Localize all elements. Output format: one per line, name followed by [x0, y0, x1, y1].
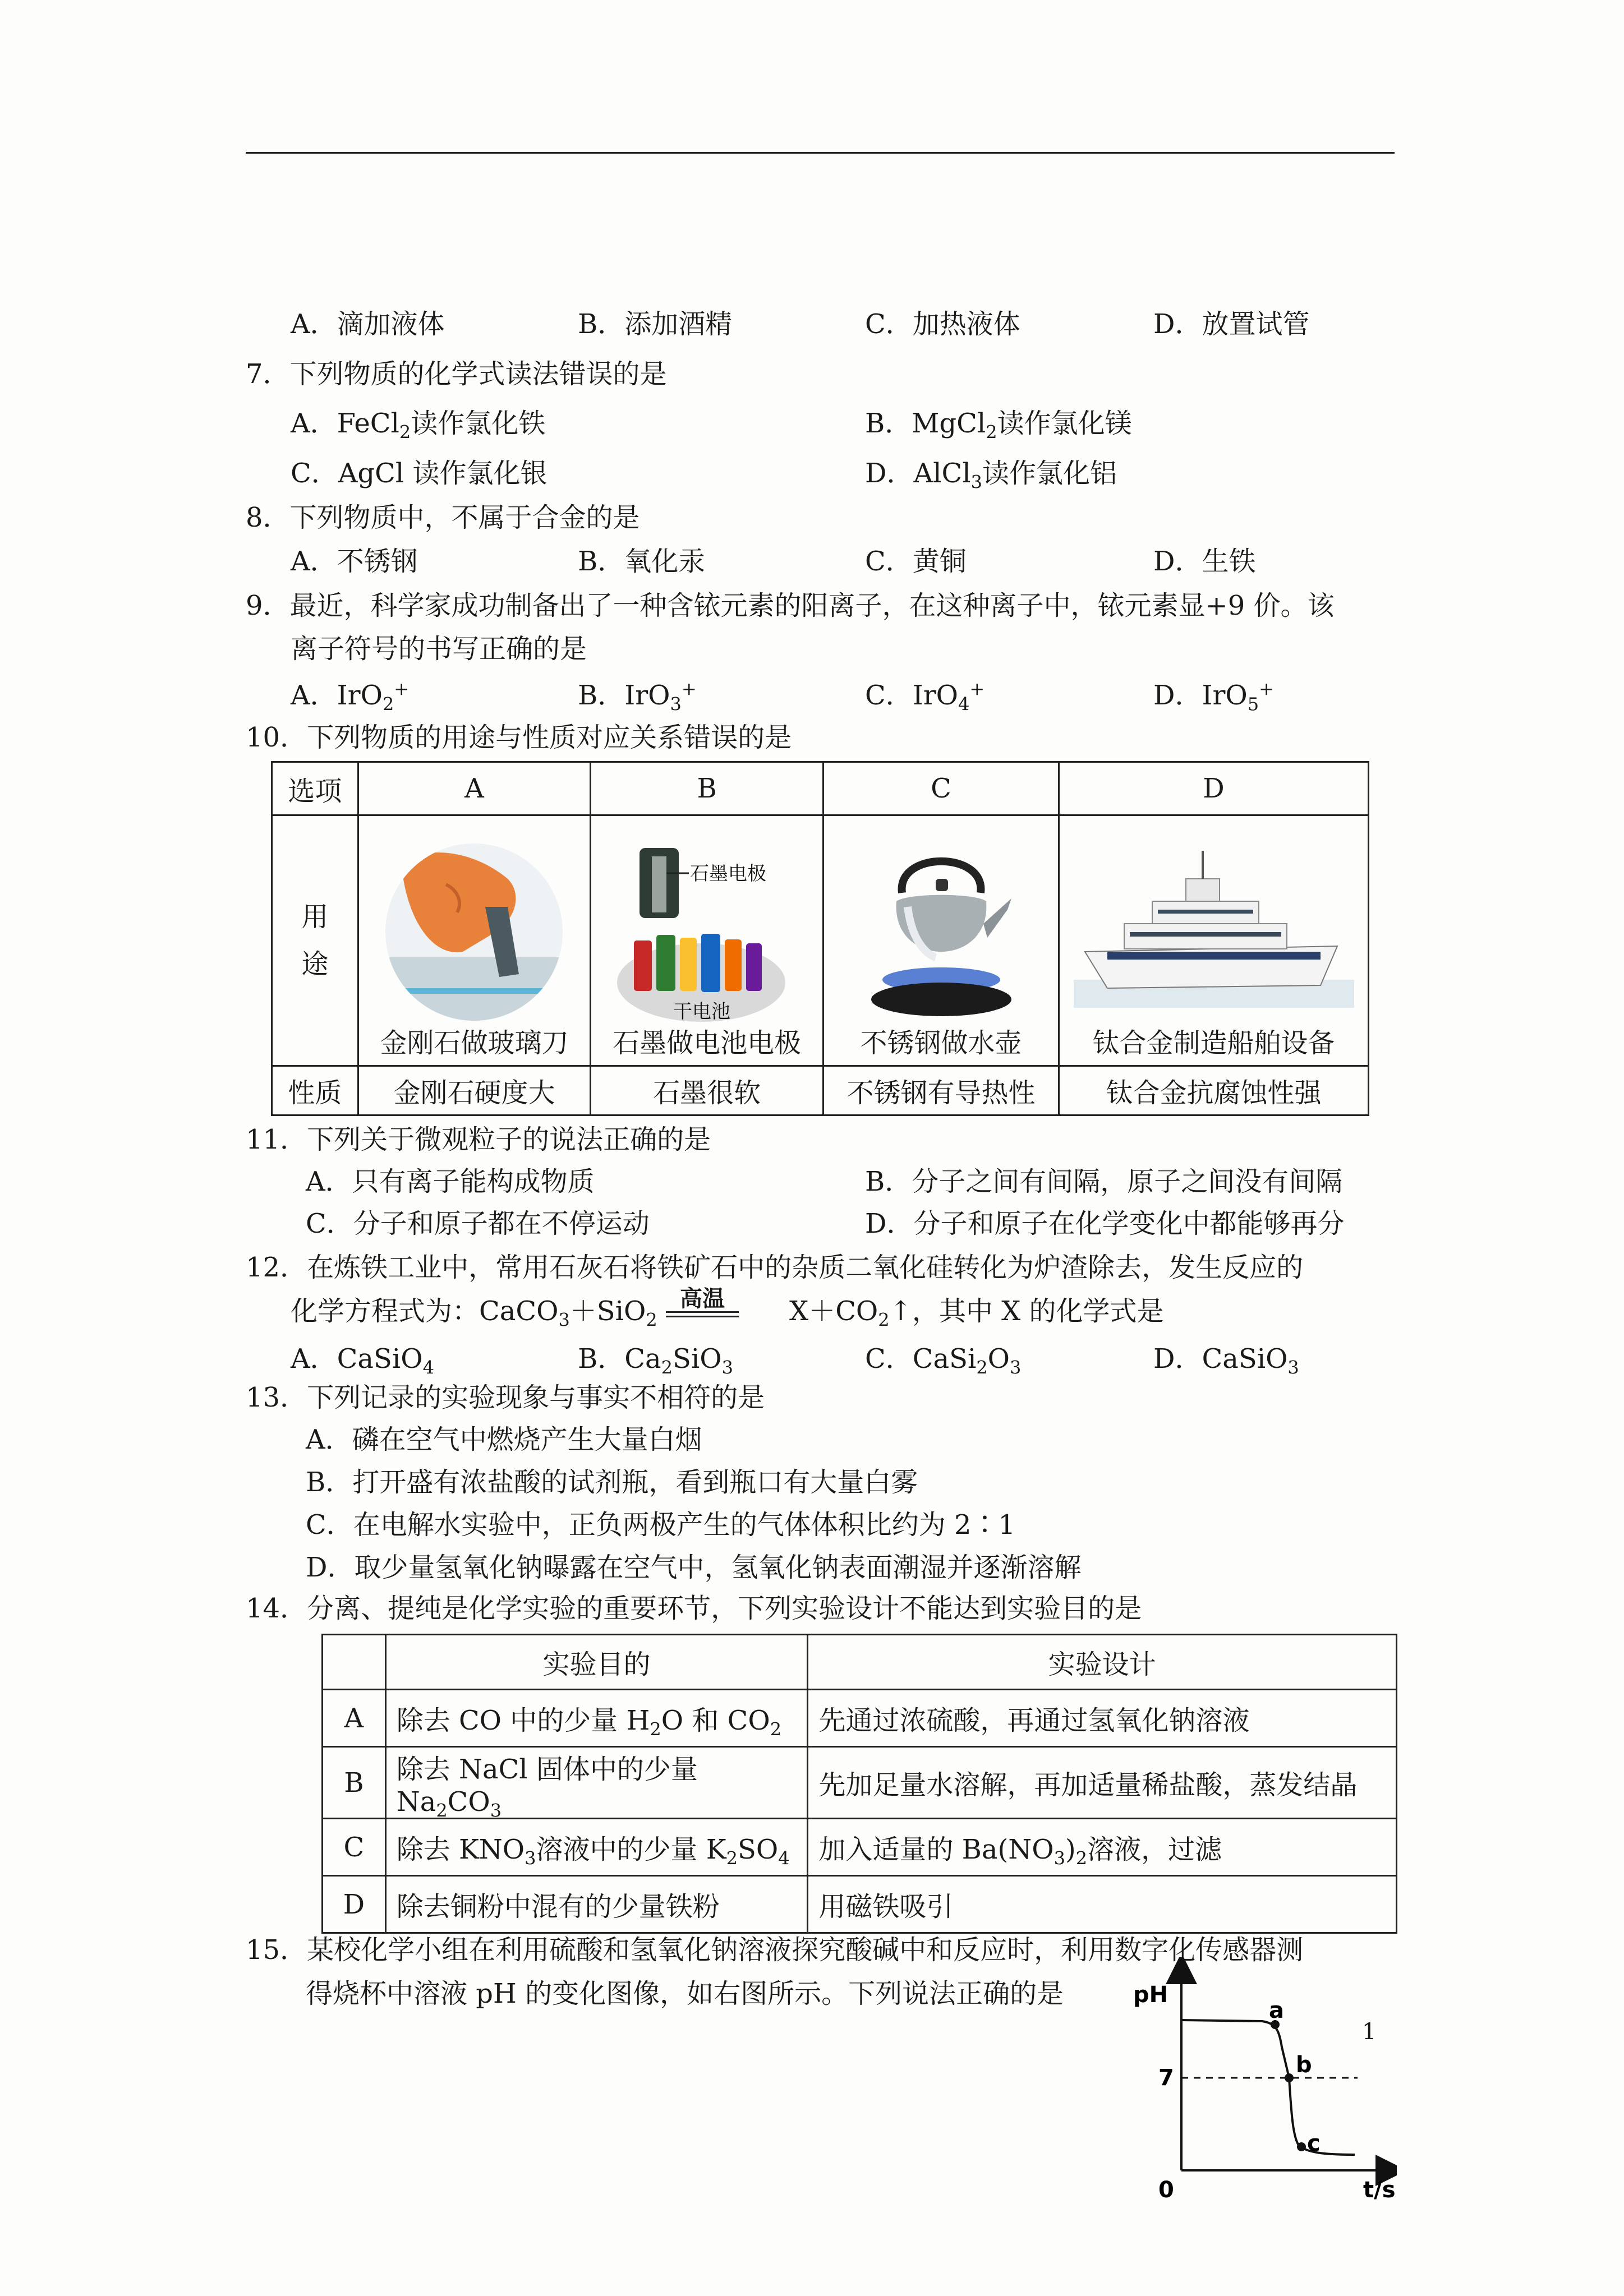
q13-option-c: C．在电解水实验中，正负两极产生的气体体积比约为 2∶1 — [306, 1509, 1016, 1541]
battery-picture — [606, 840, 808, 1025]
q10-use-d: 钛合金制造船舶设备 — [1092, 1027, 1335, 1059]
point-c — [1297, 2142, 1306, 2151]
dry-battery-label: 干电池 — [673, 1001, 731, 1023]
ph-chart — [1128, 1957, 1397, 2204]
q13-option-a: A．磷在空气中燃烧产生大量白烟 — [306, 1424, 702, 1455]
q15-stem-line2: 得烧杯中溶液 pH 的变化图像，如右图所示。下列说法正确的是 — [306, 1978, 1064, 2009]
q14-row-a-goal: 除去 CO 中的少量 $H_2O$ 和 $CO_2$ — [385, 1690, 808, 1747]
q12-option-d: D．CaSiO$_3$ — [1153, 1343, 1299, 1378]
q12-option-b: B．$Ca_2SiO_3$ — [578, 1343, 733, 1378]
q9-stem-line1: 9．最近，科学家成功制备出了一种含铱元素的阳离子，在这种离子中，铱元素显+9 价。该 — [246, 590, 1335, 621]
q8-option-a: A．不锈钢 — [291, 546, 418, 577]
q14-header-goal: 实验目的 — [385, 1635, 808, 1690]
q14-stem: 14．分离、提纯是化学实验的重要环节，下列实验设计不能达到实验目的是 — [246, 1593, 1142, 1624]
point-c-label: c — [1307, 2131, 1321, 2156]
q8-option-d: D．生铁 — [1153, 546, 1256, 577]
q13-option-d: D．取少量氢氧化钠曝露在空气中，氢氧化钠表面潮湿并逐渐溶解 — [306, 1552, 1082, 1583]
q12-equation: 化学方程式为：CaCO$_3$＋SiO$_2$ 高温 $X+CO_2↑$，其中 X 的化学式是 — [291, 1285, 1164, 1331]
page-number: 1 — [1362, 2019, 1377, 2045]
q8-stem: 8．下列物质中，不属于合金的是 — [246, 502, 640, 533]
q15-stem-line1: 15．某校化学小组在利用硫酸和氢氧化钠溶液探究酸碱中和反应时，利用数字化传感器测 — [246, 1934, 1304, 1966]
q13-stem: 13．下列记录的实验现象与事实不相符的是 — [246, 1382, 765, 1413]
q10-use-b: 石墨做电池电极 — [613, 1027, 802, 1059]
q14-row-d-key: D — [323, 1876, 386, 1933]
q10-col-c: C — [823, 762, 1059, 815]
q6-option-b: B．添加酒精 — [578, 308, 733, 340]
q10-use-label: 用 途 — [272, 815, 358, 1066]
q10-property-label: 性质 — [272, 1066, 358, 1115]
q14-row-a-design: 先通过浓硫酸，再通过氢氧化钠溶液 — [808, 1690, 1397, 1747]
q7-option-b: B．MgCl$_2$读作氯化镁 — [865, 408, 1132, 443]
q10-col-d: D — [1059, 762, 1369, 815]
point-b-label: b — [1296, 2052, 1312, 2078]
q12-option-c: C．$CaSi_2O_3$ — [865, 1343, 1022, 1378]
q8-option-b: B．氧化汞 — [578, 546, 706, 577]
q6-option-a: A．滴加液体 — [291, 308, 445, 340]
q14-row-c-goal: 除去 $KNO_3$溶液中的少量 $K_2SO_4$ — [385, 1819, 808, 1876]
q14-header-design: 实验设计 — [808, 1635, 1397, 1690]
q14-row-c-key: C — [323, 1819, 386, 1876]
q14-row-a-key: A — [323, 1690, 386, 1747]
q11-stem: 11．下列关于微观粒子的说法正确的是 — [246, 1124, 711, 1155]
x-axis-label: t/s — [1363, 2177, 1396, 2203]
q14-row-c-design: 加入适量的 $Ba(NO_3)_2$溶液，过滤 — [808, 1819, 1397, 1876]
q10-header-label: 选项 — [272, 762, 358, 815]
graphite-electrode-label: 石墨电极 — [690, 863, 767, 885]
q14-row-b-key: B — [323, 1747, 386, 1819]
q8-option-c: C．黄铜 — [865, 546, 967, 577]
q14-row-d-goal: 除去铜粉中混有的少量铁粉 — [385, 1876, 808, 1933]
q9-option-b: B．IrO$_3$+ — [578, 678, 697, 715]
q10-cell-use-a — [358, 815, 590, 1066]
q6-option-d: D．放置试管 — [1153, 308, 1310, 340]
q7-option-d: D．AlCl$_3$读作氯化铝 — [865, 458, 1117, 493]
q10-property-a: 金刚石硬度大 — [358, 1066, 590, 1115]
q11-option-b: B．分子之间有间隔，原子之间没有间隔 — [865, 1166, 1343, 1197]
glass-cutter-picture — [379, 840, 569, 1025]
q10-cell-use-d — [1059, 815, 1369, 1066]
q14-row-b-goal: 除去 NaCl 固体中的少量 $Na_2CO_3$ — [385, 1747, 808, 1819]
q10-col-b: B — [591, 762, 823, 815]
origin-label: 0 — [1158, 2177, 1174, 2203]
q6-option-c: C．加热液体 — [865, 308, 1020, 340]
q7-stem: 7．下列物质的化学式读法错误的是 — [246, 358, 667, 390]
q9-option-c: C．IrO$_4$+ — [865, 678, 985, 715]
header-rule — [246, 152, 1395, 154]
point-a-label: a — [1269, 1998, 1284, 2023]
q14-table — [321, 1634, 1397, 1934]
q10-stem: 10．下列物质的用途与性质对应关系错误的是 — [246, 722, 792, 753]
q12-stem-line1: 12．在炼铁工业中，常用石灰石将铁矿石中的杂质二氧化硅转化为炉渣除去，发生反应的 — [246, 1252, 1304, 1283]
ph-curve — [1181, 2020, 1355, 2155]
q14-row-b-design: 先加足量水溶解，再加适量稀盐酸，蒸发结晶 — [808, 1747, 1397, 1819]
q10-use-a: 金刚石做玻璃刀 — [380, 1027, 569, 1059]
q9-option-a: A．IrO$_2$+ — [291, 678, 410, 715]
q7-option-c: C．AgCl 读作氯化银 — [291, 458, 548, 489]
q10-col-a: A — [358, 762, 590, 815]
q9-option-d: D．IrO$_5$+ — [1153, 678, 1274, 715]
kettle-picture — [863, 840, 1020, 1025]
q10-table — [271, 761, 1369, 1116]
q10-use-c: 不锈钢做水壶 — [860, 1027, 1022, 1059]
q10-property-b: 石墨很软 — [591, 1066, 823, 1115]
q10-property-c: 不锈钢有导热性 — [823, 1066, 1059, 1115]
q12-option-a: A．CaSiO$_4$ — [291, 1343, 434, 1378]
q11-option-c: C．分子和原子都在不停运动 — [306, 1208, 650, 1239]
q14-header-key — [323, 1635, 386, 1690]
ph7-tick-label: 7 — [1158, 2065, 1174, 2091]
ship-picture — [1074, 840, 1354, 1025]
point-b — [1285, 2073, 1294, 2082]
q11-option-d: D．分子和原子在化学变化中都能够再分 — [865, 1208, 1345, 1239]
q7-option-a: A．FeCl$_2$读作氯化铁 — [291, 408, 546, 443]
q11-option-a: A．只有离子能构成物质 — [306, 1166, 595, 1197]
q10-property-d: 钛合金抗腐蚀性强 — [1059, 1066, 1369, 1115]
q14-row-d-design: 用磁铁吸引 — [808, 1876, 1397, 1933]
y-axis-label: pH — [1133, 1982, 1168, 2008]
q9-stem-line2: 离子符号的书写正确的是 — [291, 633, 587, 665]
q13-option-b: B．打开盛有浓盐酸的试剂瓶，看到瓶口有大量白雾 — [306, 1467, 918, 1498]
q10-cell-use-b — [591, 815, 823, 1066]
q10-cell-use-c — [823, 815, 1059, 1066]
